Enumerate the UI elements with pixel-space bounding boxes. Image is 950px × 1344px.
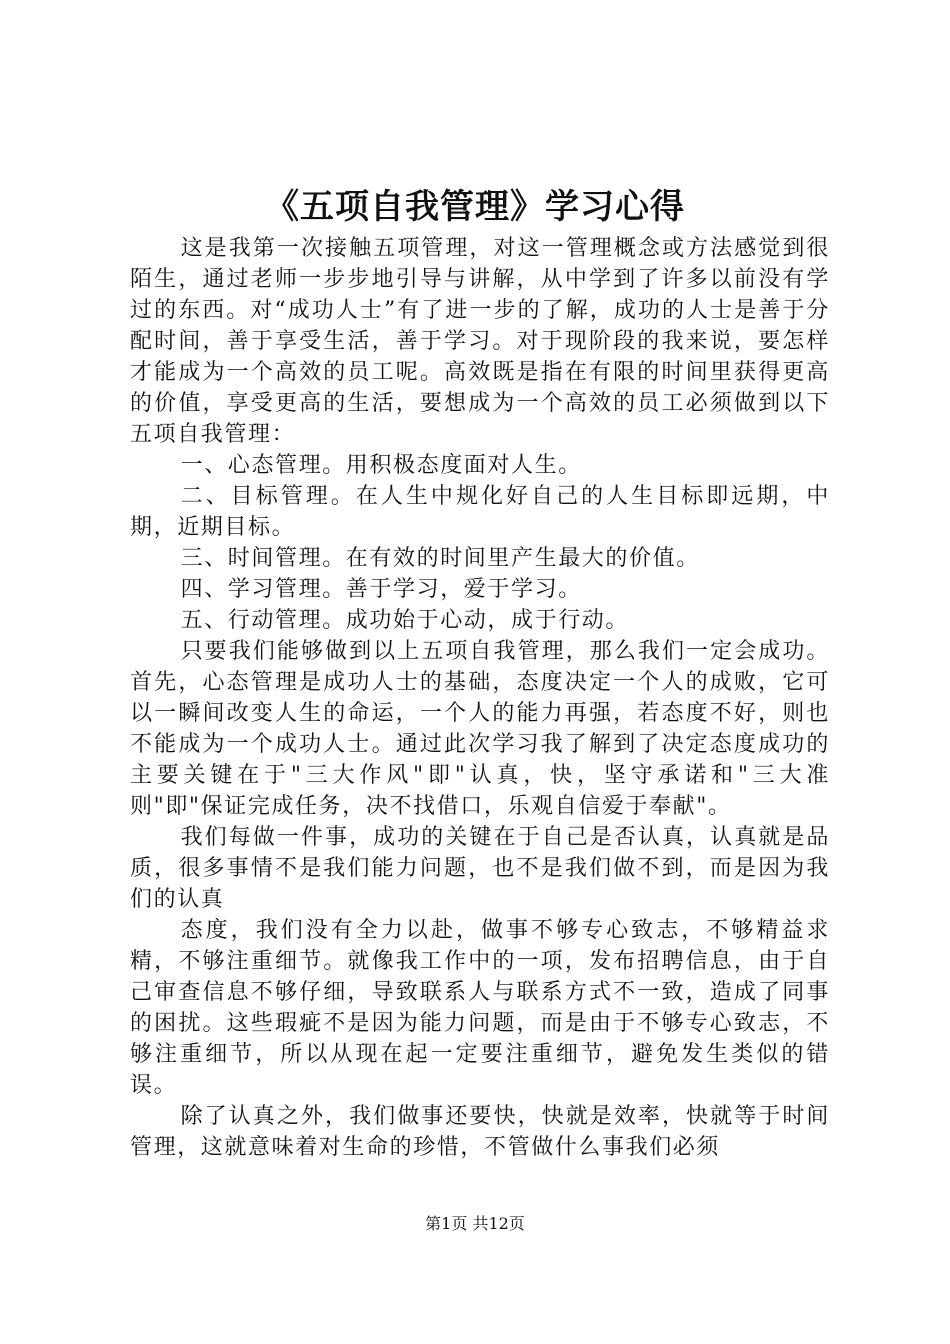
paragraph-intro: 这是我第一次接触五项管理，对这一管理概念或方法感觉到很陌生，通过老师一步步地引导与讲解，从中学到了许多以前没有学过的东西。对“成功人士”有了进一步的了解，成功的人士是善于分配时间，善于享受生活，善于学习。对于现阶段的我来说，要怎样才能成为一个高效的员工呢。高效既是指在有限的时间里获得更高的价值，享受更高的生活，要想成为一个高效的员工必须做到以下五项自我管理： — [130, 236, 830, 447]
paragraph-success: 只要我们能够做到以上五项自我管理，那么我们一定会成功。首先，心态管理是成功人士的基础，态度决定一个人的成败，它可以一瞬间改变人生的命运，一个人的能力再强，若态度不好，则也不能成为一个成功人士。通过此次学习我了解到了决定态度成功的主要关键在于"三大作风"即"认真，快，坚守承诺和"三大准则"即"保证完成任务，决不找借口，乐观自信爱于奉献"。 — [130, 639, 830, 819]
paragraph-speed: 除了认真之外，我们做事还要快，快就是效率，快就等于时间管理，这就意味着对生命的珍惜，不管做什么事我们必须 — [130, 1104, 830, 1160]
document-title: 《五项自我管理》学习心得 — [265, 187, 685, 227]
paragraph-attitude: 态度，我们没有全力以赴，做事不够专心致志，不够精益求精，不够注重细节。就像我工作中的一项，发布招聘信息，由于自己审查信息不够仔细，导致联系人与联系方式不一致，造成了同事的困扰。这些瑕疵不是因为能力问题，而是由于不够专心致志，不够注重细节，所以从现在起一定要注重细节，避免发生类似的错误。 — [130, 918, 830, 1098]
list-item-time: 三、时间管理。在有效的时间里产生最大的价值。 — [180, 546, 700, 571]
page-number: 第1页 共12页 — [425, 1214, 525, 1233]
paragraph-earnest: 我们每做一件事，成功的关键在于自己是否认真，认真就是品质，很多事情不是我们能力问题，也不是我们做不到，而是因为我们的认真 — [130, 825, 830, 912]
list-item-mindset: 一、心态管理。用积极态度面对人生。 — [180, 453, 582, 478]
list-item-action: 五、行动管理。成功始于心动，成于行动。 — [180, 608, 629, 633]
list-item-learning: 四、学习管理。善于学习，爱于学习。 — [180, 577, 582, 602]
document-body — [130, 233, 830, 1163]
list-item-goals: 二、目标管理。在人生中规化好自己的人生目标即远期，中期，近期目标。 — [130, 484, 830, 540]
